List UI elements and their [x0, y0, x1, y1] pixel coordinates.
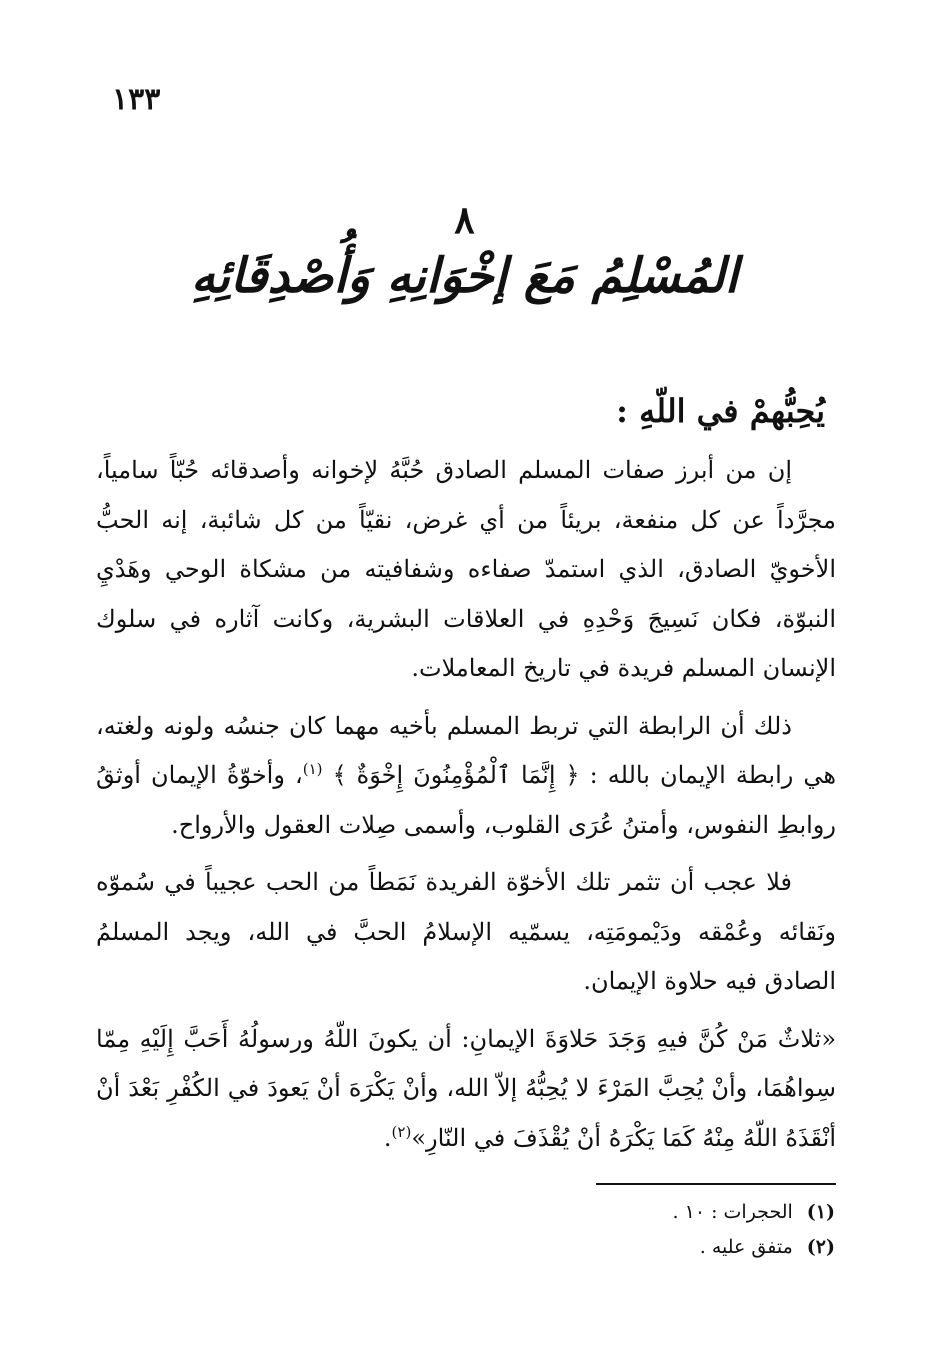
page-number: ١٣٣ — [112, 82, 161, 117]
footnote-2 — [435, 1230, 835, 1265]
footnote-text: متفق عليه . — [699, 1236, 793, 1258]
paragraph-2-start: ذلك أن الرابطة التي تربط المسلم بأخيه مهما كان جنسُه ولونه ولغته، هي رابطة الإيمان بالله : — [96, 711, 837, 789]
footnotes — [435, 1195, 835, 1265]
section-heading: يُحِبُّهمْ في اللّهِ : — [616, 392, 825, 430]
footnote-number: (٢) — [806, 1236, 835, 1258]
footnote-divider — [596, 1183, 836, 1185]
paragraph-2-end: ، وأخوّةُ الإيمان أوثقُ روابطِ النفوس، وأمتنُ عُرَى القلوب، وأسمى صِلات العقول والأرواح. — [96, 761, 836, 839]
footnote-ref-2[interactable]: (٢) — [391, 1122, 412, 1141]
footnote-ref-1[interactable]: (١) — [302, 760, 323, 778]
chapter-number: ٨ — [454, 197, 475, 242]
paragraph-2 — [96, 702, 836, 851]
paragraph-3: فلا عجب أن تثمر تلك الأخوّة الفريدة نَمَطاً من الحب عجيباً في سُموّه ونَقائه وعُمْقه ودَيْمومَتِه، يسمّيه الإسلامُ الحبَّ في الله، ويجد المسلمُ الصادق فيه حلاوة الإيمان. — [96, 868, 836, 995]
hadith-quote: «ثلاثٌ مَنْ كُنَّ فيهِ وَجَدَ حَلاوَةَ الإيمانِ: أن يكونَ اللّهُ ورسولُهُ أَحَبَّ إِلَيْهِ مِمّا سِواهُمَا، وأنْ يُحِبَّ المَرْءَ لا يُحِبُّهُ إلاّ الله، وأنْ يَكْرَهَ أنْ يَعودَ في الكُفْرِ بَعْدَ أنْ أنْقَذَهُ اللّهُ مِنْهُ كَمَا يَكْرَهُ أنْ يُقْذَفَ في النّارِ»$^{(٢)}$. — [96, 1024, 836, 1152]
body-text — [96, 446, 836, 1171]
footnote-number: (١) — [806, 1201, 835, 1223]
chapter-title: المُسْلِمُ مَعَ إخْوَانِهِ وَأُصْدِقَائِهِ — [190, 248, 739, 304]
quran-quote: ﴿ إِنَّمَا ٱلْمُؤْمِنُونَ إِخْوَةٌ ﴾ — [332, 761, 580, 789]
footnote-1 — [435, 1195, 835, 1230]
hadith-text: «ثلاثٌ مَنْ كُنَّ فيهِ وَجَدَ حَلاوَةَ الإيمانِ: أن يكونَ اللّهُ ورسولُهُ أَحَبَّ إِلَيْهِ مِمّا سِواهُمَا، وأنْ يُحِبَّ المَرْءَ لا يُحِبُّهُ إلاّ الله، وأنْ يَكْرَهَ أنْ يَعودَ في الكُفْرِ بَعْدَ أنْ أنْقَذَهُ اللّهُ مِنْهُ كَمَا يَكْرَهُ أنْ يُقْذَفَ في النّارِ» — [96, 1024, 836, 1152]
paragraph-1: إن من أبرز صفات المسلم الصادق حُبَّهُ لإخوانه وأصدقائه حُبّاً سامياً، مجرَّداً عن كل منفعة، بريئاً من أي غرض، نقيّاً من كل شائبة، إنه الحبُّ الأخويّ الصادق، الذي استمدّ صفاءه وشفافيته من مشكاة الوحي وهَدْيِ النبوّة، فكان نَسِيجَ وَحْدِهِ في العلاقات البشرية، وكانت آثاره في سلوك الإنسان المسلم فريدة في تاريخ المعاملات. — [96, 456, 836, 682]
footnote-text: الحجرات : ١٠ . — [672, 1201, 793, 1223]
